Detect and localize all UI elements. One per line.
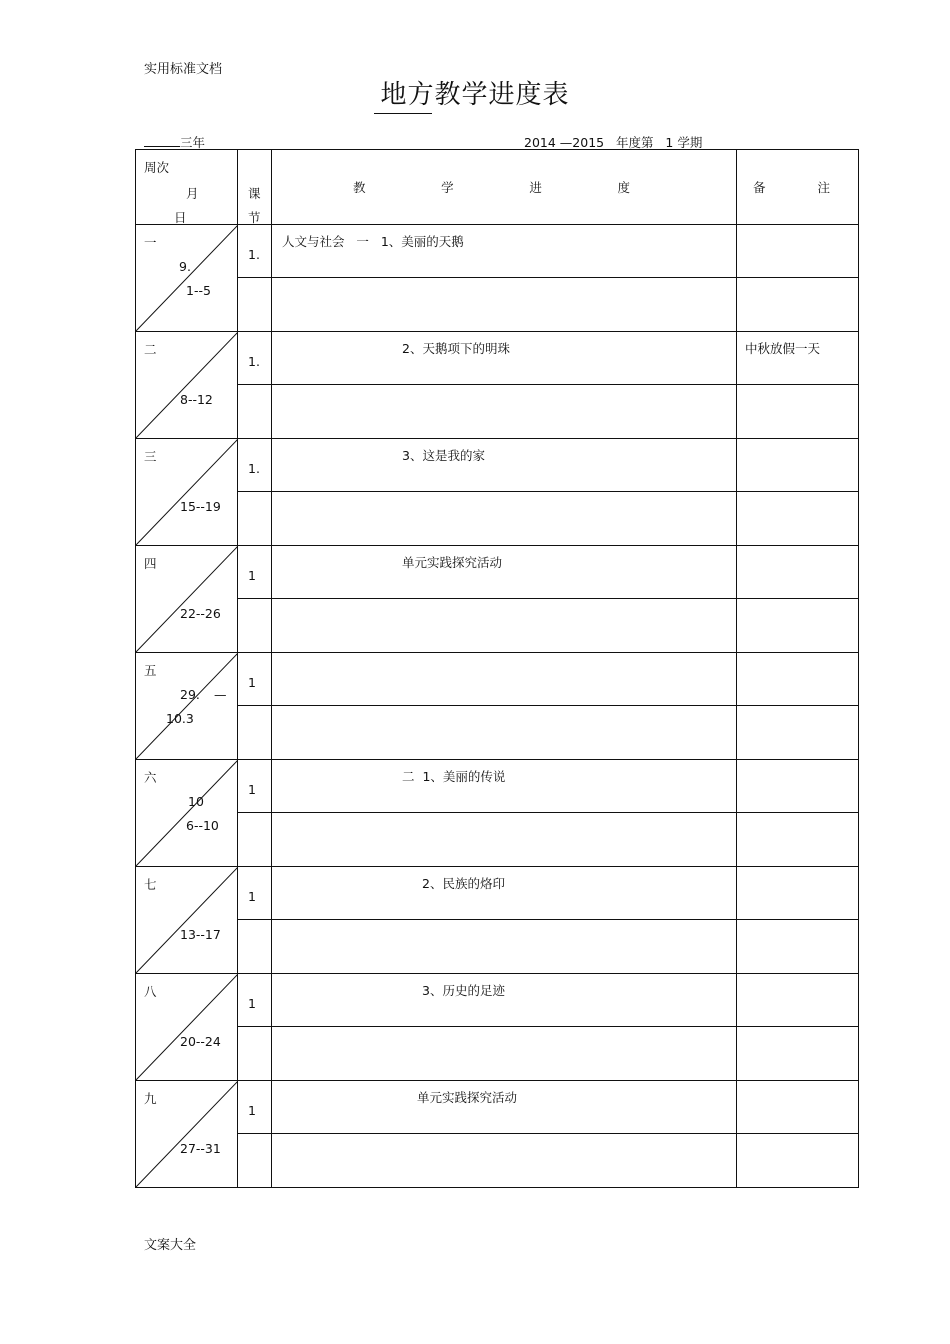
table-row bbox=[136, 867, 859, 920]
table-row bbox=[136, 705, 859, 759]
note-cell-empty bbox=[737, 1133, 859, 1187]
progress-cell bbox=[272, 439, 737, 492]
note-cell bbox=[737, 225, 859, 278]
week-number: 八 bbox=[144, 984, 157, 999]
table-row bbox=[136, 439, 859, 492]
table-row bbox=[136, 598, 859, 652]
section-cell bbox=[238, 439, 272, 492]
progress-cell bbox=[272, 867, 737, 920]
week-dates: 22--26 bbox=[180, 606, 221, 621]
table-row bbox=[136, 1081, 859, 1134]
header-note-cell bbox=[737, 150, 859, 225]
section-cell bbox=[238, 332, 272, 385]
section-value: 1 bbox=[248, 996, 256, 1011]
note-cell-empty bbox=[737, 1026, 859, 1080]
week-dates: 6--10 bbox=[186, 818, 219, 833]
progress-cell-empty bbox=[272, 598, 737, 652]
progress-cell-empty bbox=[272, 1026, 737, 1080]
progress-cell-empty bbox=[272, 812, 737, 866]
schedule-table bbox=[135, 149, 859, 1188]
grade-blank bbox=[144, 135, 180, 147]
week-dash: — bbox=[214, 687, 227, 702]
progress-text: 2、天鹅项下的明珠 bbox=[402, 341, 510, 356]
week-number: 五 bbox=[144, 663, 157, 678]
week-cell bbox=[136, 546, 238, 653]
note-cell bbox=[737, 760, 859, 813]
header-progress-char: 教 bbox=[353, 180, 366, 195]
note-cell-empty bbox=[737, 491, 859, 545]
header-note: 实用标准文档 bbox=[144, 62, 223, 77]
progress-text: 单元实践探究活动 bbox=[402, 555, 503, 570]
table-row bbox=[136, 225, 859, 278]
progress-text: 3、历史的足迹 bbox=[422, 983, 505, 998]
header-note-char: 备 bbox=[753, 180, 766, 195]
section-value: 1 bbox=[248, 1103, 256, 1118]
section-cell bbox=[238, 867, 272, 920]
week-cell bbox=[136, 653, 238, 760]
progress-text: 单元实践探究活动 bbox=[417, 1090, 518, 1105]
week-month: 29. bbox=[180, 687, 200, 702]
table-row bbox=[136, 812, 859, 866]
progress-cell bbox=[272, 760, 737, 813]
week-dates: 1--5 bbox=[186, 283, 211, 298]
section-cell-empty bbox=[238, 384, 272, 438]
section-cell-empty bbox=[238, 1133, 272, 1187]
table-row bbox=[136, 491, 859, 545]
header-progress-char: 学 bbox=[441, 180, 454, 195]
table-row bbox=[136, 277, 859, 331]
section-value: 1 bbox=[248, 782, 256, 797]
week-number: 三 bbox=[144, 449, 157, 464]
week-dates: 20--24 bbox=[180, 1034, 221, 1049]
week-month: 10 bbox=[188, 794, 204, 809]
week-cell bbox=[136, 439, 238, 546]
table-row bbox=[136, 919, 859, 973]
header-section-b: 节 bbox=[248, 210, 261, 225]
term-line: 2014 —2015 年度第 1 学期 bbox=[524, 135, 703, 150]
header-month-label: 月 bbox=[186, 186, 199, 201]
week-cell bbox=[136, 1081, 238, 1188]
progress-cell bbox=[272, 332, 737, 385]
progress-cell-empty bbox=[272, 384, 737, 438]
section-cell bbox=[238, 974, 272, 1027]
section-value: 1 bbox=[248, 889, 256, 904]
note-cell-empty bbox=[737, 705, 859, 759]
week-dates: 8--12 bbox=[180, 392, 213, 407]
table-row bbox=[136, 1133, 859, 1187]
note-text: 中秋放假一天 bbox=[745, 341, 821, 356]
table-row bbox=[136, 546, 859, 599]
week-number: 九 bbox=[144, 1091, 157, 1106]
progress-text: 3、这是我的家 bbox=[402, 448, 485, 463]
note-cell bbox=[737, 546, 859, 599]
week-cell bbox=[136, 225, 238, 332]
note-cell-empty bbox=[737, 812, 859, 866]
note-cell bbox=[737, 1081, 859, 1134]
header-section-a: 课 bbox=[248, 186, 261, 201]
table-row bbox=[136, 974, 859, 1027]
section-cell bbox=[238, 653, 272, 706]
progress-cell-empty bbox=[272, 277, 737, 331]
progress-cell-empty bbox=[272, 705, 737, 759]
header-progress-char: 度 bbox=[617, 180, 630, 195]
note-cell bbox=[737, 974, 859, 1027]
note-cell-empty bbox=[737, 384, 859, 438]
section-cell bbox=[238, 760, 272, 813]
header-week-cell bbox=[136, 150, 238, 225]
note-cell-empty bbox=[737, 598, 859, 652]
note-cell bbox=[737, 867, 859, 920]
progress-text: 2、民族的烙印 bbox=[422, 876, 505, 891]
header-note-char: 注 bbox=[817, 180, 830, 195]
header-progress-char: 进 bbox=[529, 180, 542, 195]
section-cell-empty bbox=[238, 705, 272, 759]
progress-cell bbox=[272, 974, 737, 1027]
week-dates: 27--31 bbox=[180, 1141, 221, 1156]
week-cell bbox=[136, 974, 238, 1081]
progress-text: 二 1、美丽的传说 bbox=[402, 769, 506, 784]
note-cell-empty bbox=[737, 919, 859, 973]
section-value: 1. bbox=[248, 354, 260, 369]
week-number: 一 bbox=[144, 235, 157, 250]
section-cell-empty bbox=[238, 277, 272, 331]
progress-cell-empty bbox=[272, 491, 737, 545]
section-cell-empty bbox=[238, 919, 272, 973]
progress-cell-empty bbox=[272, 1133, 737, 1187]
page-title: 地方教学进度表 bbox=[380, 80, 570, 110]
note-cell-empty bbox=[737, 277, 859, 331]
week-cell bbox=[136, 332, 238, 439]
progress-cell-empty bbox=[272, 919, 737, 973]
note-cell bbox=[737, 332, 859, 385]
week-number: 四 bbox=[144, 556, 157, 571]
progress-text: 人文与社会 一 1、美丽的天鹅 bbox=[282, 234, 464, 249]
section-cell-empty bbox=[238, 812, 272, 866]
section-cell-empty bbox=[238, 1026, 272, 1080]
week-dates: 15--19 bbox=[180, 499, 221, 514]
section-value: 1. bbox=[248, 461, 260, 476]
header-day-label: 日 bbox=[174, 210, 187, 225]
week-dates: 13--17 bbox=[180, 927, 221, 942]
progress-cell bbox=[272, 225, 737, 278]
header-section-cell bbox=[238, 150, 272, 225]
header-week-label: 周次 bbox=[144, 160, 170, 175]
footer-note: 文案大全 bbox=[144, 1238, 197, 1253]
section-value: 1 bbox=[248, 568, 256, 583]
week-cell bbox=[136, 867, 238, 974]
section-value: 1. bbox=[248, 247, 260, 262]
week-cell bbox=[136, 760, 238, 867]
title-underline bbox=[374, 113, 432, 114]
table-row bbox=[136, 760, 859, 813]
table-header-row bbox=[136, 150, 859, 225]
section-cell bbox=[238, 1081, 272, 1134]
note-cell bbox=[737, 653, 859, 706]
table-row bbox=[136, 384, 859, 438]
week-dates: 10.3 bbox=[166, 711, 194, 726]
section-cell bbox=[238, 546, 272, 599]
grade-label: 三年 bbox=[180, 135, 206, 150]
note-cell bbox=[737, 439, 859, 492]
table-row bbox=[136, 332, 859, 385]
table-row bbox=[136, 653, 859, 706]
week-number: 六 bbox=[144, 770, 157, 785]
section-cell-empty bbox=[238, 491, 272, 545]
table-row bbox=[136, 1026, 859, 1080]
section-cell bbox=[238, 225, 272, 278]
progress-cell bbox=[272, 1081, 737, 1134]
week-number: 二 bbox=[144, 342, 157, 357]
section-cell-empty bbox=[238, 598, 272, 652]
week-number: 七 bbox=[144, 877, 157, 892]
progress-cell bbox=[272, 546, 737, 599]
week-month: 9. bbox=[179, 259, 191, 274]
header-progress-cell bbox=[272, 150, 737, 225]
section-value: 1 bbox=[248, 675, 256, 690]
progress-cell bbox=[272, 653, 737, 706]
